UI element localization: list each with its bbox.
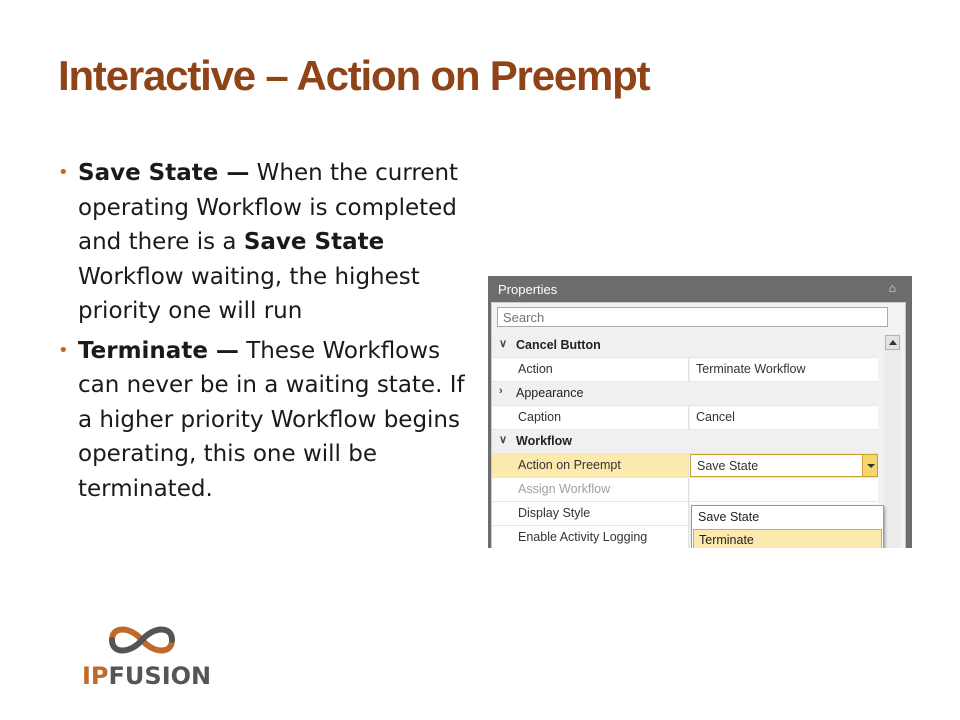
category-appearance[interactable] — [492, 382, 878, 406]
bullet-term: Terminate — — [78, 337, 239, 364]
property-name: Action on Preempt — [492, 454, 689, 477]
property-value[interactable] — [690, 478, 878, 501]
bullet-term-inline: Save State — [243, 229, 385, 255]
panel-title: Properties — [498, 282, 558, 297]
property-row-caption[interactable] — [492, 406, 878, 430]
search-input[interactable] — [497, 307, 888, 327]
property-value[interactable]: Cancel — [690, 406, 878, 429]
category-label: Appearance — [516, 386, 584, 400]
selected-value: Save State — [697, 459, 759, 473]
expand-icon[interactable]: › — [499, 385, 503, 397]
pin-icon[interactable]: ⌂ — [888, 281, 896, 295]
bullet-dot-icon: • — [58, 339, 69, 361]
property-name: Enable Activity Logging — [492, 526, 689, 548]
panel-header — [488, 276, 912, 302]
logo-mark-icon — [108, 620, 178, 660]
bullet-list — [58, 156, 468, 511]
scroll-up-icon[interactable] — [885, 335, 900, 350]
property-row-action[interactable] — [492, 358, 878, 382]
bullet-terminate — [58, 334, 468, 507]
property-grid — [492, 334, 878, 548]
properties-panel — [488, 276, 912, 548]
property-name: Display Style — [492, 502, 689, 525]
property-name: Action — [492, 358, 689, 381]
bullet-dot-icon: • — [58, 162, 69, 183]
dropdown-arrow-icon[interactable] — [862, 454, 878, 477]
property-value[interactable]: Terminate Workflow — [690, 358, 878, 381]
bullet-save-state — [58, 156, 468, 329]
slide-title: Interactive – Action on Preempt — [58, 52, 650, 99]
logo-wordmark: IPFUSION — [82, 662, 212, 690]
dropdown-option-terminate[interactable]: Terminate — [693, 529, 882, 548]
action-on-preempt-select[interactable] — [690, 454, 878, 477]
property-name: Caption — [492, 406, 689, 429]
dropdown-option-save-state[interactable]: Save State — [698, 510, 760, 524]
bullet-text: When the current operating Workflow is completed and there is a — [78, 160, 459, 255]
category-label: Workflow — [516, 434, 573, 448]
property-row-assign-workflow[interactable] — [492, 478, 878, 502]
vertical-scrollbar[interactable] — [884, 334, 901, 548]
collapse-icon[interactable]: ∨ — [499, 338, 508, 350]
bullet-term: Save State — — [78, 160, 250, 186]
category-cancel-button[interactable] — [492, 334, 878, 358]
collapse-icon[interactable]: ∨ — [499, 434, 508, 446]
property-row-action-on-preempt[interactable] — [492, 454, 878, 478]
property-name: Assign Workflow — [492, 478, 689, 501]
panel-body — [491, 302, 906, 548]
bullet-text: These Workflows can never be in a waiting state. If a higher priority Workflow begins operating, this one will be terminated. — [78, 337, 465, 502]
category-workflow[interactable] — [492, 430, 878, 454]
category-label: Cancel Button — [516, 338, 601, 352]
ipfusion-logo — [82, 620, 212, 690]
bullet-text: Workflow waiting, the highest priority one will run — [78, 263, 420, 324]
preempt-dropdown-list — [691, 505, 884, 548]
